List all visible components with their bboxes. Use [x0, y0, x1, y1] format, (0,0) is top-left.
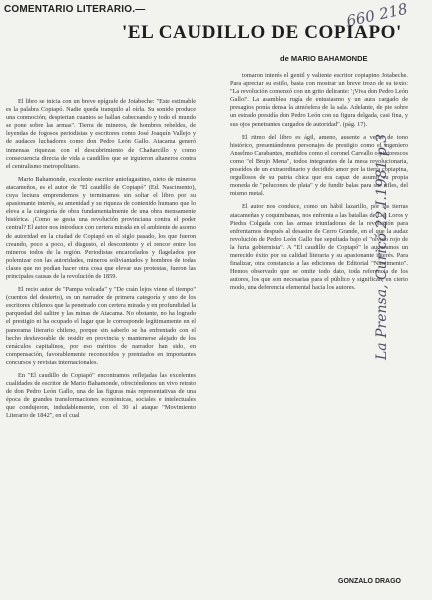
- article-paragraph: El recio autor de "Pampa volcada" y "De cuán lejos viene el tiempo" (cuentos del desierto), es un narrador de primera categoría y uno de los escritores chilenos que la penetrado con certera mirada y en profundidad la parquedad del salitre y las minas de Atacama. No obstante, no ha logrado el prestigio ni ha ocupado el lugar que le corresponde legítimamente en el panorama literario chileno, porque sin saberlo se ha enfrentado con el hecho desfavorable de residir en provincia y mantenerse alejado de los cenáculos capitalinos, por eso méritos de narrador han sido, en compensación, favorablemente reconocidos y premiados en importantes concursos y revistas internacionales.: [6, 286, 196, 366]
- article-paragraph: En "El caudillo de Copiapó" encontramos reflejadas las excelentes cualidades de escritor de Mario Bahamonde, ofreciéndonos un vivo retrato de don Pedro León Gallo, una de las figuras más representativas de una época de grandes transformaciones económicas, sociales e intelectuales que condujeron, indudablemente, con el 30 al ataque "Movimiento Literario de 1842", en el cual: [6, 372, 196, 420]
- article-paragraph: Mario Bahamonde, excelente escritor antofagastino, nieto de mineros atacameños, es el autor de "El caudillo de Copiapó" (Ed. Nascimento), cuya lectura emprendemos y terminamos sin soltar el libro por su apasionante interés, su amenidad y su riqueza de contenido humano que lo eleva a la categoría de obra fundamentalmente de una obra mensamente histórica. ¡Como se gesta una revolución provinciana contra el poder central? El autor nos introduce con certera mirada en el ambiente de asomo de autoridad en la ciudad de Copiapó en el siglo pasado, los que fueron creando, poco a poco, el disgusto, el descontento y el rencor entre los mineros todos de la región. Periodistas encarcelados y flagelados por polemizar con las autoridades, mineros soliviantados y hombres de todas clases que no podían hacer otra cosa que elevar sus protestas, fueron las principales causas de la revolución de 1859.: [6, 175, 196, 280]
- article-paragraph: El autor nos conduce, como un hábil lazarillo, por las tierras atacameñas y coquimbanas, nos enfrenta a las batallas de Los Loros y Piedra Colgada con las armas triunfadoras de la revolución para enfrentarnos después al desastre de Cerro Grande, en el que la audaz revolución de Pedro León Gallo fue sepultada bajo el "olvido rojo de la furia gobiernista". A "El caudillo de Copiapó" le auguramos un merecido éxito por su calidad literaria y su apasionante interés. Para finalizar, otra constancia a las ediciones de Editorial "Nascimento". Hemos observado que se omite todo dato, toda referencia de los autores, los que son necesarias para el público y significan, en cierto modo, una deferencia elemental hacia los autores.: [230, 203, 408, 292]
- article-byline: de MARIO BAHAMONDE: [280, 54, 368, 63]
- article-paragraph: El libro se inicia con un breve epígrafe de Jotabeche: "Este estimable es la palabra Copiapó. Nadie queda tranquilo al oírla. Su sonido produce una conmoción; despiertan cuantos se hallan cabeceando y todo el mundo se pone sobre las armas". Tierra de mineros, de hombres rebeldes, de leyendas de fogosos periodistas y escritores como José Joaquín Vallejo y de audaces luchadores como don Pedro León Gallo. Atacama generó inmensas riquezas con el descubrimiento de Chañarcillo y como consecuencia directa de vida a caudillos que se irguieron altaneros contra el centralismo metropolitano.: [6, 98, 196, 170]
- article-title: 'EL CAUDILLO DE COPIAPO': [122, 22, 402, 43]
- author-signature: GONZALO DRAGO: [338, 578, 401, 585]
- handwritten-source-stamp: La Prensa, Curicó 22.I.1981 p.3: [374, 133, 390, 360]
- article-paragraph: tomaron interés el gentil y valiente escritor copiapino Jotabeche. Para apreciar su estilo, basta con mostrar un breve trozo de su texto: "La revolución comenzó con un grito delirante: '¡Viva don Pedro León Gallo!'. La asamblea rugía de entusiasmo y un aura cargado de presagios ponía densa la atmósfera de la sala. Adelante, de pie sobre un estrado presidía don Pedro León con su figura delgada, casi fina, y sus ojos penetrantes cargados de autoridad". (pág. 17).: [230, 72, 408, 128]
- article-paragraph: El ritmo del libro es ágil, ameno, ausente a veces de tono histórico, presentándonos personajes de prestigio como el ingeniero Anselmo Carabantes, muñidos como el coronel Carvallo o pintorescos como "el Brujo Mena", todos integrantes de la mesa revolucionaria, poseídos de un extraordinario y decidido amor por la tierra copiapina, orgullosos de su patria chica que era capaz de asumir su propia moneda de "pelucones de plata" y de fundir balas para sus rifles, del mismo metal.: [230, 133, 408, 198]
- section-label: COMENTARIO LITERARIO.—: [4, 4, 146, 15]
- handwritten-archive-number: 660 218: [344, 0, 410, 31]
- article-column-left: [6, 98, 196, 426]
